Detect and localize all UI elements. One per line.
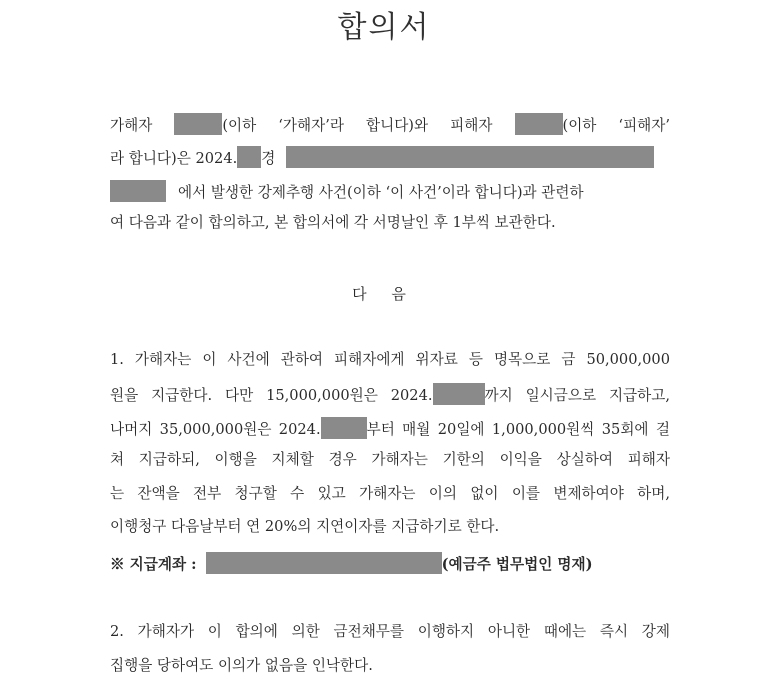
clause2-line-1 bbox=[110, 622, 670, 642]
clause1-line-2 bbox=[110, 383, 670, 406]
redaction-date bbox=[321, 417, 367, 439]
text: 부터 매월 20일에 1,000,000원씩 35회에 걸 bbox=[366, 421, 670, 438]
account-holder: (예금주 법무법인 명재) bbox=[441, 556, 593, 573]
text: 쳐 지급하되, 이행을 지체할 경우 가해자는 기한의 이익을 상실하여 피해자 bbox=[110, 451, 670, 468]
account-label: ※ 지급계좌 : bbox=[110, 556, 197, 573]
text: 에서 발생한 강제추행 사건(이하 ‘이 사건’이라 합니다)과 관련하 bbox=[178, 184, 584, 201]
redaction-date bbox=[237, 146, 261, 168]
clause1-line-1 bbox=[110, 350, 670, 370]
text: 원을 지급한다. 다만 15,000,000원은 2024. bbox=[110, 387, 433, 404]
redaction-victim-name bbox=[515, 113, 563, 135]
document-title: 합의서 bbox=[337, 10, 431, 45]
redaction-account-number bbox=[206, 552, 442, 574]
redaction-location bbox=[110, 180, 166, 202]
clause1-line-6 bbox=[110, 517, 670, 537]
text: (이하 ‘가해자’라 합니다)와 피해자 bbox=[222, 117, 493, 134]
account-line bbox=[110, 552, 670, 575]
text: 2. 가해자가 이 합의에 의한 금전채무를 이행하지 아니한 때에는 즉시 강제 bbox=[110, 623, 670, 640]
text: 여 다음과 같이 합의하고, 본 합의서에 각 서명날인 후 1부씩 보관한다. bbox=[110, 214, 556, 231]
text: 1. 가해자는 이 사건에 관하여 피해자에게 위자료 등 명목으로 금 50,000,000 bbox=[110, 351, 670, 368]
text: 는 잔액을 전부 청구할 수 있고 가해자는 이의 없이 이를 변제하여야 하며, bbox=[110, 485, 670, 502]
intro-line-2 bbox=[110, 146, 670, 169]
clause1-line-4 bbox=[110, 450, 670, 470]
clause2-line-2 bbox=[110, 656, 670, 676]
clause1-line-3 bbox=[110, 417, 670, 440]
clause1-line-5 bbox=[110, 484, 670, 504]
redaction-perpetrator-name bbox=[174, 113, 222, 135]
intro-line-3 bbox=[110, 180, 670, 203]
text: (이하 ‘피해자’ bbox=[562, 117, 671, 134]
text: 까지 일시금으로 지급하고, bbox=[484, 387, 670, 404]
text: 나머지 35,000,000원은 2024. bbox=[110, 421, 321, 438]
redaction-date bbox=[433, 383, 485, 405]
intro-line-4 bbox=[110, 213, 670, 233]
text: 집행을 당하여도 이의가 없음을 인낙한다. bbox=[110, 657, 373, 674]
section-heading: 다 음 bbox=[352, 285, 416, 303]
text: 라 합니다)은 2024. bbox=[110, 150, 238, 167]
text: 경 bbox=[261, 150, 276, 167]
intro-line-1 bbox=[110, 113, 670, 136]
text: 이행청구 다음날부터 연 20%의 지연이자를 지급하기로 한다. bbox=[110, 518, 500, 535]
redaction-place bbox=[286, 146, 654, 168]
text: 가해자 bbox=[110, 117, 153, 134]
